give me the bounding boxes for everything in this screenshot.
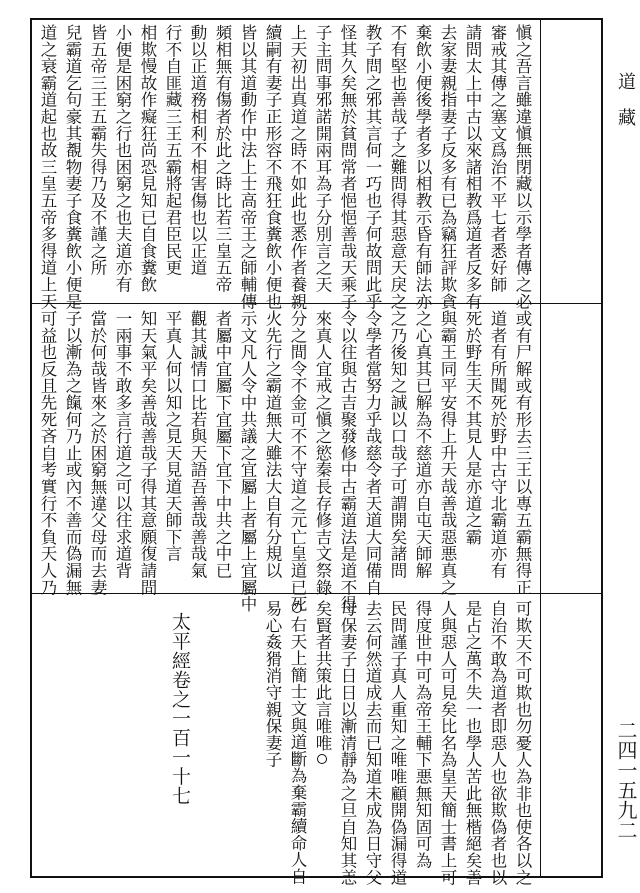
text-column: 子主問事邪諾開兩耳為子分別言之天 xyxy=(313,24,332,293)
text-column: 審戒其傳之塞文爲治不平七者悉好師 xyxy=(488,24,507,293)
page-number: 二四一五九二 xyxy=(614,720,638,840)
text-column: 一兩事不敢多言行道之可以往求道背 xyxy=(113,310,132,579)
text-column: 皆五帝三王五霸失得乃及不謹之所 xyxy=(88,24,107,276)
text-column: 道之衰霸道起也故三皇五帝多得道上天 xyxy=(38,24,57,310)
text-column: 易心姦猾消守親保妻子 xyxy=(263,600,282,768)
text-column: 示文凡人令中共議之宜屬上者屬上宜屬中 xyxy=(238,310,257,613)
inner-rule-right xyxy=(540,20,541,876)
text-column: 去云何然道成去而已知道未成為日守父 xyxy=(363,600,382,886)
text-column: 道者有所聞死於野中古守北霸道亦有 xyxy=(488,310,507,579)
text-column: 平真人何以知之見天見道天師下言 xyxy=(163,310,182,562)
text-column: 相欺慢故作癡狂尚恐見知已自食糞飲 xyxy=(138,24,157,293)
text-column: 行不自匪藏三王五霸將起君臣民更 xyxy=(163,24,182,276)
text-column: 可欺天不可欺也勿憂人為非也使各以之 xyxy=(513,600,532,886)
text-column: 上天初出真道之時不如此也悉作者養親 xyxy=(288,24,307,310)
text-column: 兒霸道乞句豪其覩物妻子食糞飲小便是 xyxy=(63,24,82,310)
text-column: 不有堅也善哉子之難問得其惡意天戾之 xyxy=(388,24,407,310)
text-column: 動以正道務相利不相害傷也以正道 xyxy=(188,24,207,276)
text-column: 知天氣平矣善哉善哉子得其意願復請問 xyxy=(138,310,157,596)
scroll-title: 太平經卷之一百一十七 xyxy=(169,612,191,805)
text-column: 死於野生天不其見人是亦道之霸 xyxy=(463,310,482,546)
text-column: 當於何哉皆來之於困窮無違父母而去妻 xyxy=(88,310,107,596)
text-column: 得度世中可為帝王輔下悪無知固可為 xyxy=(413,600,432,869)
text-column: 續嗣有妻子正形容不飛狂食糞飲小便也 xyxy=(263,24,282,310)
text-column: 自治不敢為道者即惡人也欲欺偽者也以 xyxy=(488,600,507,886)
text-column: 小便是困窮之行也困窮之也夫道亦有 xyxy=(113,24,132,293)
text-column: 請問太上中古以來諸相教爲道者反多有 xyxy=(463,24,482,310)
text-column: 令學者當努力乎哉慈令者天道大同備自 xyxy=(363,310,382,596)
text-column: 來真人宜戒之愼之慾秦長存修吉文祭錄 xyxy=(313,310,332,596)
text-column: 矣賢者共策此言唯唯 xyxy=(310,600,334,767)
text-column: 愼之吾言雖違愼無閉藏以示學者傳之必 xyxy=(513,24,532,310)
text-column: 皆以其道動作中法上士高帝王之師輔傳 xyxy=(238,24,257,310)
collection-label: 道 藏 xyxy=(615,72,636,126)
text-column: 火先行之霸道無大雖法大自有分規以 xyxy=(263,310,282,579)
text-column: 可益也反且先死吝自考實行不負天人乃 xyxy=(38,310,57,596)
text-column: 頻相無有傷者於此之時比若三皇五帝 xyxy=(213,24,232,293)
text-column: 子以漸為之餼何乃止或內不善而偽漏無 xyxy=(63,310,82,596)
text-column: 分之間令不金可不不守道之元亡皇道已死 xyxy=(288,310,307,613)
text-column: 教子問之邪其言何一巧也子何故問此乎 xyxy=(363,24,382,310)
text-column: 與霸王同平安得上升天哉善哉惡悪真之 xyxy=(438,310,457,596)
text-column: 是占之萬不失一也學人苦此無楷絕矣善 xyxy=(463,600,482,886)
text-column: 或有尸解或有形去三王以專五霸無得正 xyxy=(513,310,532,596)
text-column: 右天上簡士文與道斷為棄霸續命人自 xyxy=(285,600,309,885)
text-column: 人與惡人可見矣比名為皇天簡士書上可 xyxy=(438,600,457,886)
text-column: 之乃後知之誠以口哉子可謂開矣諸問 xyxy=(388,310,407,579)
text-column: 者屬中宜屬下宜屬下宜下中共之中已 xyxy=(213,310,232,579)
text-column: 觀其誠情口比若與天語吾善哉善哉氣 xyxy=(188,310,207,579)
circle-mark-icon xyxy=(317,754,327,764)
text-column: 去家妻親指妻子反多有已為竊狂評欺貪 xyxy=(438,24,457,310)
text-column: 棄飲小便後學者多以相教示昏有師法亦 xyxy=(413,24,432,310)
circle-mark-icon xyxy=(292,603,302,613)
text-column: 母保妻子日日以漸清靜為之旦自知其恙 xyxy=(338,600,357,886)
text-column: 之心真其已解為不慈道亦自屯天師解 xyxy=(413,310,432,579)
text-column: 令以往與古吉聚發修中古霸道法是道不得 xyxy=(338,310,357,613)
text-column: 怪其久矣無於貧問常者悒悒善哉天乘子 xyxy=(338,24,357,310)
text-column: 民問謹子真人重知之唯唯顧開偽漏得道 xyxy=(388,600,407,886)
